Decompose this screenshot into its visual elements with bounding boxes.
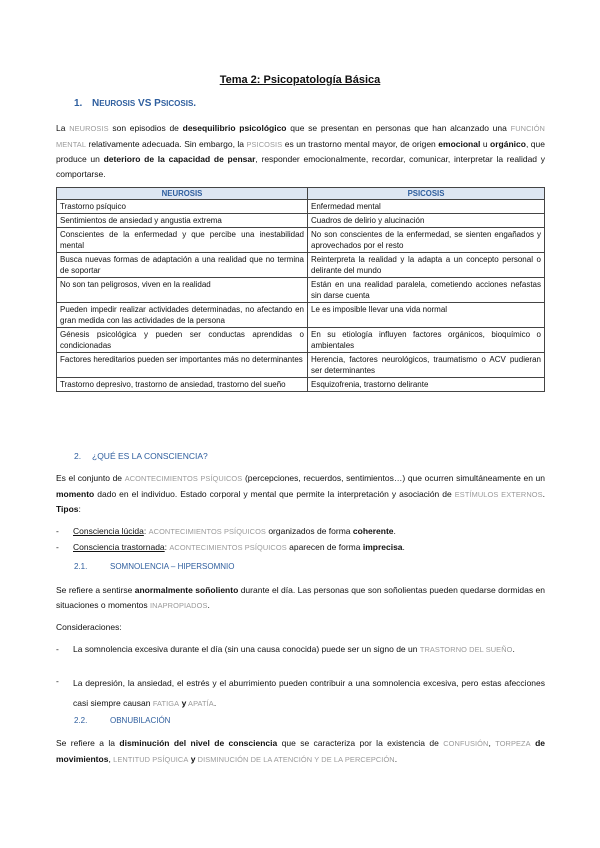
table-cell: Trastorno psíquico	[57, 200, 308, 214]
table-cell: Pueden impedir realizar actividades determinadas, no afectando en gran medida con las actividades de la persona	[57, 303, 308, 328]
section-number: 1.	[74, 98, 83, 109]
table-row	[57, 303, 545, 328]
table-cell: Le es imposible llevar una vida normal	[308, 303, 545, 328]
table-cell: Reinterpreta la realidad y la adapta a un concepto personal o delirante del mundo	[308, 253, 545, 278]
table-cell: Herencia, factores neurológicos, traumatismo o ACV pudieran ser determinantes	[308, 353, 545, 378]
table-cell: Conscientes de la enfermedad y que percibe una inestabilidad mental	[57, 228, 308, 253]
consideraciones-label: Consideraciones:	[56, 622, 122, 632]
table-cell: Enfermedad mental	[308, 200, 545, 214]
list-item: - La somnolencia excesiva durante el día (sin una causa conocida) puede ser un signo de un TRASTORNO DEL SUEÑO.	[56, 644, 515, 654]
document-page: Tema 2: Psicopatología Básica 1. NEUROSIS VS PSICOSIS. La NEUROSIS son episodios de desequilibrio psicológico que se presentan en personas que han alcanzado una FUNCIÓN MENTAL relativamente adecuada. Sin embargo, la PSICOSIS es un trastorno mental mayor, de origen emocional u orgánico, que produce un deterioro de la capacidad de pensar, responder emocionalmente, recordar, comunicar, interpretar la realidad y comportarse. NEUROSIS PSICOSIS Trastorno psíquico Enfermedad mental Sentimientos de ansiedad y angustia extrema Cuadros de delirio y alucinación Conscientes de la enfermedad y que percibe una inestabilidad mental No son conscientes de la enfermedad, se sienten engañados y aprovechados por el resto Busca nuevas formas de adaptación a una realidad que no termina de soportar Reinterpreta la realidad y la adapta a un concepto personal o delirante del mundo No son tan peligrosos, viven en la realidad Están en una realidad paralela, cometiendo acciones nefastas sin darse cuenta Pueden impedir realizar actividades determinadas, no afectando en gran medida con las actividades de la persona Le es imposible llevar una vida normal Génesis psicológica y pueden ser conductas aprendidas o condicionadas En su etiología influyen factores orgánicos, bioquímico o ambientales Factores hereditarios pueden ser importantes más no determinantes Herencia, factores neurológicos, traumatismo o ACV pudieran ser determinantes Trastorno depresivo, trastorno de ansiedad, trastorno del sueño Esquizofrenia, trastorno delirante 2. ¿QUÉ ES LA CONSCIENCIA? Es el conjunto de ACONTECIMIENTOS PSÍQUICOS (percepciones, recuerdos, sentimientos…) que ocurren simultáneamente en un momento dado en el individuo. Estado corporal y mental que permite la interpretación y asociación de ESTÍMULOS EXTERNOS. Tipos: - Consciencia lúcida: ACONTECIMIENTOS PSÍQUICOS organizados de forma coherente. - Consciencia trastornada: ACONTECIMIENTOS PSÍQUICOS aparecen de forma imprecisa. 2.1. SOMNOLENCIA – HIPERSOMNIO Se refiere a sentirse anormalmente soñoliento durante el día. Las personas que son soñolientas pueden quedarse dormidas en situaciones o momentos INAPROPIADOS. Consideraciones: - La somnolencia excesiva durante el día (sin una causa conocida) puede ser un signo de un TRASTORNO DEL SUEÑO. - La depresión, la ansiedad, el estrés y el aburrimiento pueden contribuir a una somnolencia excesiva, pero estas afecciones casi siempre causan FATIGA y APATÍA. 2.2. OBNUBILACIÓN Se refiere a la disminución del nivel de consciencia que se caracteriza por la existencia de CONFUSIÓN, TORPEZA de movimientos, LENTITUD PSÍQUICA y DISMINUCIÓN DE LA ATENCIÓN Y DE LA PERCEPCIÓN.	[0, 0, 600, 848]
subsection-2-1-heading: 2.1. SOMNOLENCIA – HIPERSOMNIO	[74, 562, 235, 571]
table-row	[57, 253, 545, 278]
section-2-heading: 2. ¿QUÉ ES LA CONSCIENCIA?	[74, 451, 208, 461]
obnubilacion-paragraph: Se refiere a la disminución del nivel de consciencia que se caracteriza por la existencia de CONFUSIÓN, TORPEZA de movimientos, LENTITUD PSÍQUICA y DISMINUCIÓN DE LA ATENCIÓN Y DE LA PERCEPCIÓN.	[56, 738, 546, 764]
table-cell: Factores hereditarios pueden ser importantes más no determinantes	[57, 353, 308, 378]
table-cell: Están en una realidad paralela, cometiendo acciones nefastas sin darse cuenta	[308, 278, 545, 303]
table-row	[57, 378, 545, 392]
table-cell: No son tan peligrosos, viven en la realidad	[57, 278, 308, 303]
table-row	[57, 214, 545, 228]
column-header-neurosis: NEUROSIS	[57, 188, 308, 200]
table-cell: Génesis psicológica y pueden ser conductas aprendidas o condicionadas	[57, 328, 308, 353]
list-item: - La depresión, la ansiedad, el estrés y el aburrimiento pueden contribuir a una somnolencia excesiva, pero estas afecciones casi siempre causan FATIGA y APATÍA.	[56, 676, 545, 708]
table-cell: Cuadros de delirio y alucinación	[308, 214, 545, 228]
table-row	[57, 328, 545, 353]
table-row	[57, 278, 545, 303]
subsection-2-2-heading: 2.2. OBNUBILACIÓN	[74, 716, 171, 725]
table-cell: Busca nuevas formas de adaptación a una realidad que no termina de soportar	[57, 253, 308, 278]
consciencia-paragraph: Es el conjunto de ACONTECIMIENTOS PSÍQUICOS (percepciones, recuerdos, sentimientos…) que ocurren simultáneamente en un momento dado en el individuo. Estado corporal y mental que permite la interpretación y asociación de ESTÍMULOS EXTERNOS. Tipos:	[56, 473, 546, 514]
table-cell: Trastorno depresivo, trastorno de ansiedad, trastorno del sueño	[57, 378, 308, 392]
table-cell: Esquizofrenia, trastorno delirante	[308, 378, 545, 392]
section-1-heading: 1. NEUROSIS VS PSICOSIS.	[74, 98, 197, 109]
table-cell: No son conscientes de la enfermedad, se sienten engañados y aprovechados por el resto	[308, 228, 545, 253]
table-header-row	[57, 188, 545, 200]
table-cell: Sentimientos de ansiedad y angustia extrema	[57, 214, 308, 228]
column-header-psicosis: PSICOSIS	[308, 188, 545, 200]
neurosis-psicosis-table	[56, 187, 545, 392]
table-row	[57, 200, 545, 214]
table-row	[57, 353, 545, 378]
page-title: Tema 2: Psicopatología Básica	[219, 74, 381, 86]
somnolencia-paragraph: Se refiere a sentirse anormalmente soñoliento durante el día. Las personas que son soñolientas pueden quedarse dormidas en situaciones o momentos INAPROPIADOS.	[56, 585, 545, 610]
table-cell: En su etiología influyen factores orgánicos, bioquímico o ambientales	[308, 328, 545, 353]
table-row	[57, 228, 545, 253]
intro-paragraph: La NEUROSIS son episodios de desequilibrio psicológico que se presentan en personas que han alcanzado una FUNCIÓN MENTAL relativamente adecuada. Sin embargo, la PSICOSIS es un trastorno mental mayor, de origen emocional u orgánico, que produce un deterioro de la capacidad de pensar, responder emocionalmente, recordar, comunicar, interpretar la realidad y comportarse.	[56, 123, 545, 179]
